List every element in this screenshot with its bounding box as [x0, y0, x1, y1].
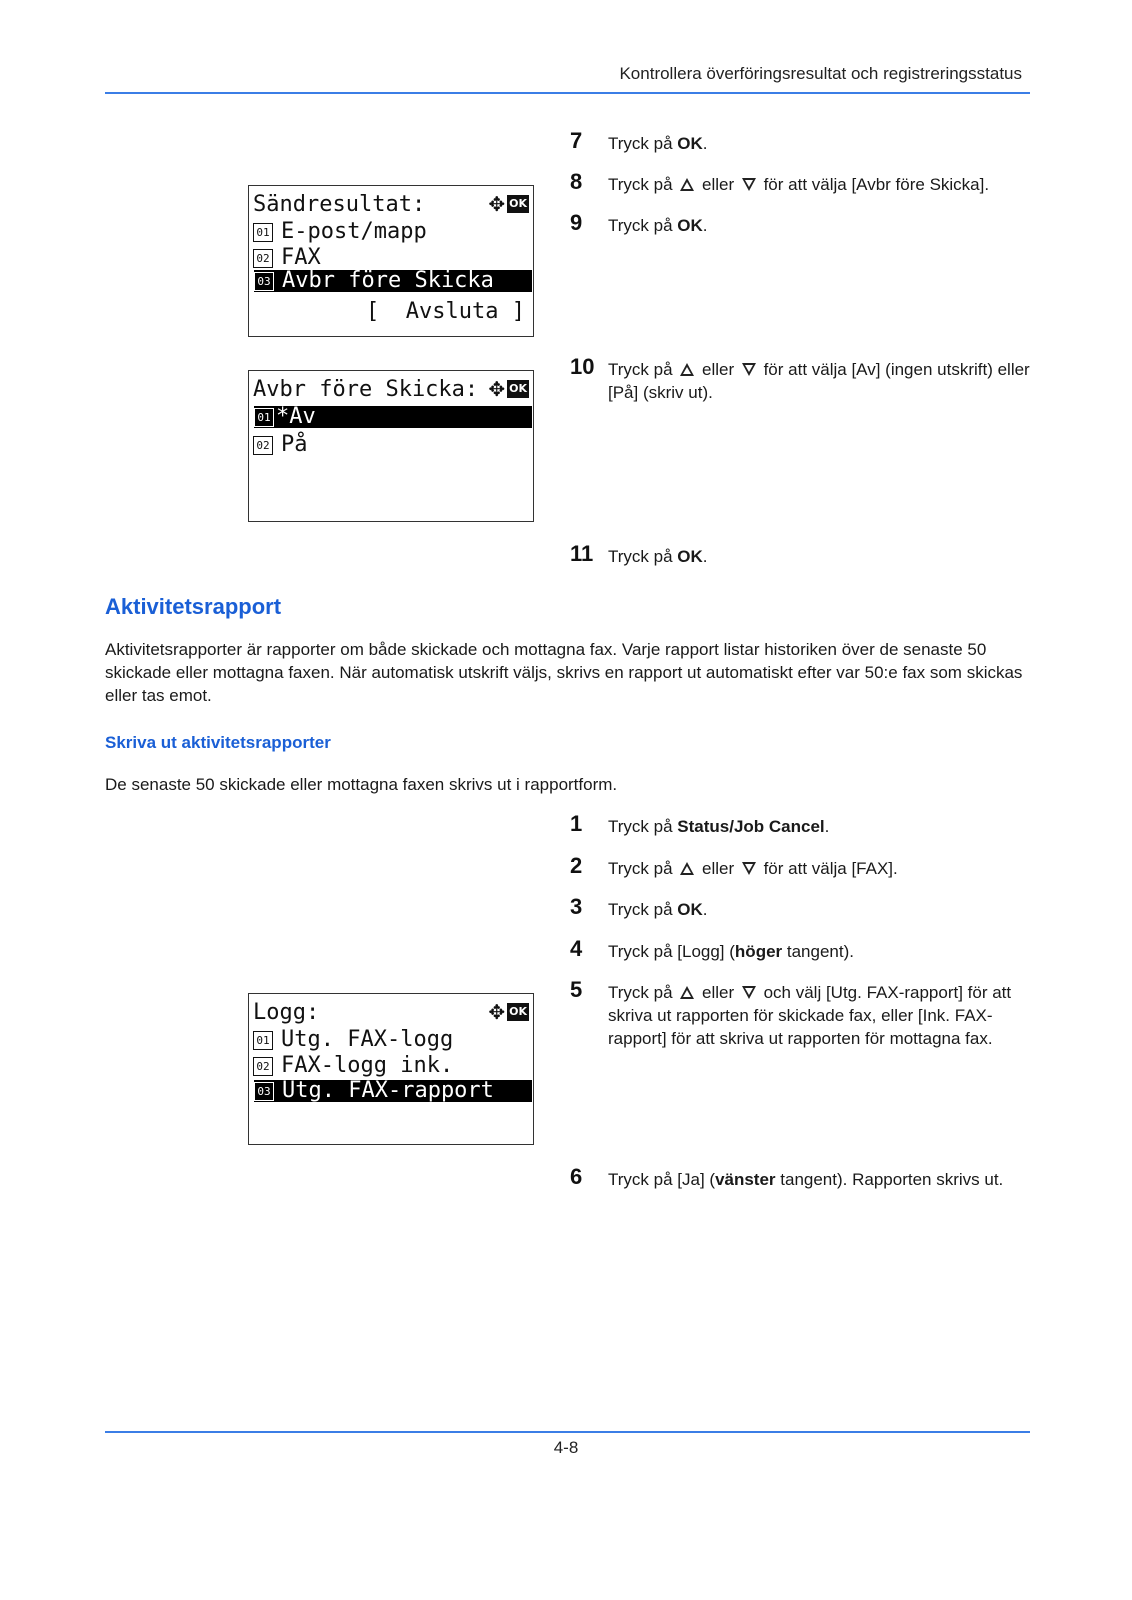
lcd-log — [248, 993, 534, 1145]
step-text: . — [702, 216, 708, 235]
key-name: Status/Job Cancel — [677, 817, 825, 836]
lcd-title-icons — [488, 379, 529, 399]
step-text: Tryck på — [608, 900, 678, 919]
step-1 — [570, 811, 1030, 838]
step-text: Tryck på [Logg] ( — [608, 942, 735, 961]
step-number: 6 — [570, 1164, 583, 1189]
step-text: tangent). Rapporten skrivs ut. — [775, 1170, 1004, 1189]
step-9 — [570, 210, 1030, 237]
lcd-menu-item — [253, 432, 529, 458]
step-number: 10 — [570, 354, 595, 379]
step-text: eller — [697, 859, 739, 878]
step-8 — [570, 169, 1030, 196]
up-arrow-icon — [680, 363, 694, 376]
item-number-badge: 02 — [253, 1057, 273, 1076]
lcd-item-label: Utg. FAX-logg — [281, 1027, 454, 1052]
item-number-badge: 03 — [254, 272, 274, 291]
step-text: Tryck på — [608, 859, 678, 878]
lcd-title-icons — [488, 1002, 529, 1022]
lcd-title: Logg: — [253, 1000, 320, 1025]
step-text: för att välja [Avbr före Skicka]. — [758, 175, 990, 194]
lcd-menu-item-selected — [254, 270, 532, 292]
lcd-menu-item — [253, 1027, 529, 1053]
step-text: . — [702, 900, 708, 919]
step-6 — [570, 1164, 1030, 1191]
step-text: tangent). — [782, 942, 854, 961]
step-10 — [570, 354, 1030, 404]
step-text: . — [702, 134, 708, 153]
item-number-badge: 02 — [253, 436, 273, 455]
step-text: eller — [697, 360, 739, 379]
down-arrow-icon — [742, 178, 756, 191]
lcd-menu-item — [253, 1053, 529, 1079]
four-way-arrow-icon: ✥ — [488, 1000, 506, 1024]
down-arrow-icon — [742, 862, 756, 875]
lcd-item-label: På — [281, 432, 308, 457]
down-arrow-icon — [742, 986, 756, 999]
step-text: Tryck på — [608, 134, 678, 153]
step-text: Tryck på — [608, 360, 678, 379]
four-way-arrow-icon: ✥ — [488, 192, 506, 216]
item-number-badge: 02 — [253, 249, 273, 268]
item-number-badge: 01 — [253, 223, 273, 242]
key-ok: OK — [677, 900, 703, 919]
lcd-item-label: FAX — [281, 245, 321, 270]
step-text: Tryck på [Ja] ( — [608, 1170, 716, 1189]
lcd-title-icons — [488, 194, 529, 214]
step-number: 4 — [570, 936, 583, 961]
step-text: för att välja [FAX]. — [758, 859, 898, 878]
step-number: 1 — [570, 811, 583, 836]
header-rule — [105, 92, 1030, 94]
step-number: 8 — [570, 169, 583, 194]
step-text: eller — [697, 983, 739, 1002]
lcd-send-result — [248, 185, 534, 337]
item-number-badge: 01 — [254, 408, 274, 427]
lcd-menu-item — [253, 219, 529, 245]
step-text: Tryck på — [608, 817, 678, 836]
step-text: och välj [Utg. FAX-rapport] för att skriva ut rapporten för skickade fax, eller [Ink. FAX-rapport] för att skriva ut rapporten för mottagna fax. — [608, 983, 1012, 1048]
step-11 — [570, 541, 1030, 568]
four-way-arrow-icon: ✥ — [488, 377, 506, 401]
lcd-menu-item-selected — [254, 406, 532, 428]
section-title: Aktivitetsrapport — [105, 594, 282, 619]
step-text: Tryck på — [608, 547, 678, 566]
section-intro: Aktivitetsrapporter är rapporter om både skickade och mottagna fax. Varje rapport listar historiken över de senaste 50 skickade eller mottagna faxen. När automatisk utskrift väljs, skrivs en rapport ut automatiskt efter var 50:e fax som skickas eller tas emot. — [105, 640, 1023, 705]
key-ok: OK — [677, 547, 703, 566]
step-number: 11 — [570, 541, 594, 566]
subsection-intro: De senaste 50 skickade eller mottagna faxen skrivs ut i rapportform. — [105, 775, 618, 794]
lcd-item-label: Avbr före Skicka — [282, 268, 494, 293]
key-name: vänster — [715, 1170, 776, 1189]
key-ok: OK — [677, 134, 703, 153]
lcd-item-label: FAX-logg ink. — [281, 1053, 454, 1078]
down-arrow-icon — [742, 363, 756, 376]
ok-key-icon: OK — [507, 380, 529, 398]
page-number: 4-8 — [553, 1438, 579, 1457]
step-text: Tryck på — [608, 175, 678, 194]
step-number: 9 — [570, 210, 583, 235]
up-arrow-icon — [680, 862, 694, 875]
lcd-title: Avbr före Skicka: — [253, 377, 479, 402]
step-number: 2 — [570, 853, 583, 878]
lcd-item-label: Utg. FAX-rapport — [282, 1078, 494, 1103]
step-text: Tryck på — [608, 216, 678, 235]
step-5 — [570, 977, 1030, 1050]
step-text: . — [824, 817, 830, 836]
key-ok: OK — [677, 216, 703, 235]
running-header: Kontrollera överföringsresultat och registreringsstatus — [619, 64, 1022, 83]
subsection-title: Skriva ut aktivitetsrapporter — [105, 733, 331, 752]
up-arrow-icon — [680, 178, 694, 191]
step-number: 7 — [570, 128, 583, 153]
lcd-menu-item-selected — [254, 1080, 532, 1102]
lcd-title: Sändresultat: — [253, 192, 426, 217]
lcd-item-label: E-post/mapp — [281, 219, 427, 244]
step-text: för att välja [Av] (ingen utskrift) eller [På] (skriv ut). — [608, 360, 1030, 402]
up-arrow-icon — [680, 986, 694, 999]
step-4 — [570, 936, 1030, 963]
item-number-badge: 01 — [253, 1031, 273, 1050]
lcd-cancel-before-send — [248, 370, 534, 522]
step-text: Tryck på — [608, 983, 678, 1002]
step-number: 5 — [570, 977, 583, 1002]
step-2 — [570, 853, 1030, 880]
step-3 — [570, 894, 1030, 921]
step-text: eller — [697, 175, 739, 194]
step-7 — [570, 128, 1030, 155]
footer-rule — [105, 1431, 1030, 1433]
item-number-badge: 03 — [254, 1082, 274, 1101]
key-name: höger — [734, 942, 783, 961]
lcd-exit-softkey: [ Avsluta ] — [366, 299, 525, 324]
lcd-item-label: *Av — [276, 404, 316, 429]
ok-key-icon: OK — [507, 195, 529, 213]
step-number: 3 — [570, 894, 583, 919]
step-text: . — [702, 547, 708, 566]
ok-key-icon: OK — [507, 1003, 529, 1021]
